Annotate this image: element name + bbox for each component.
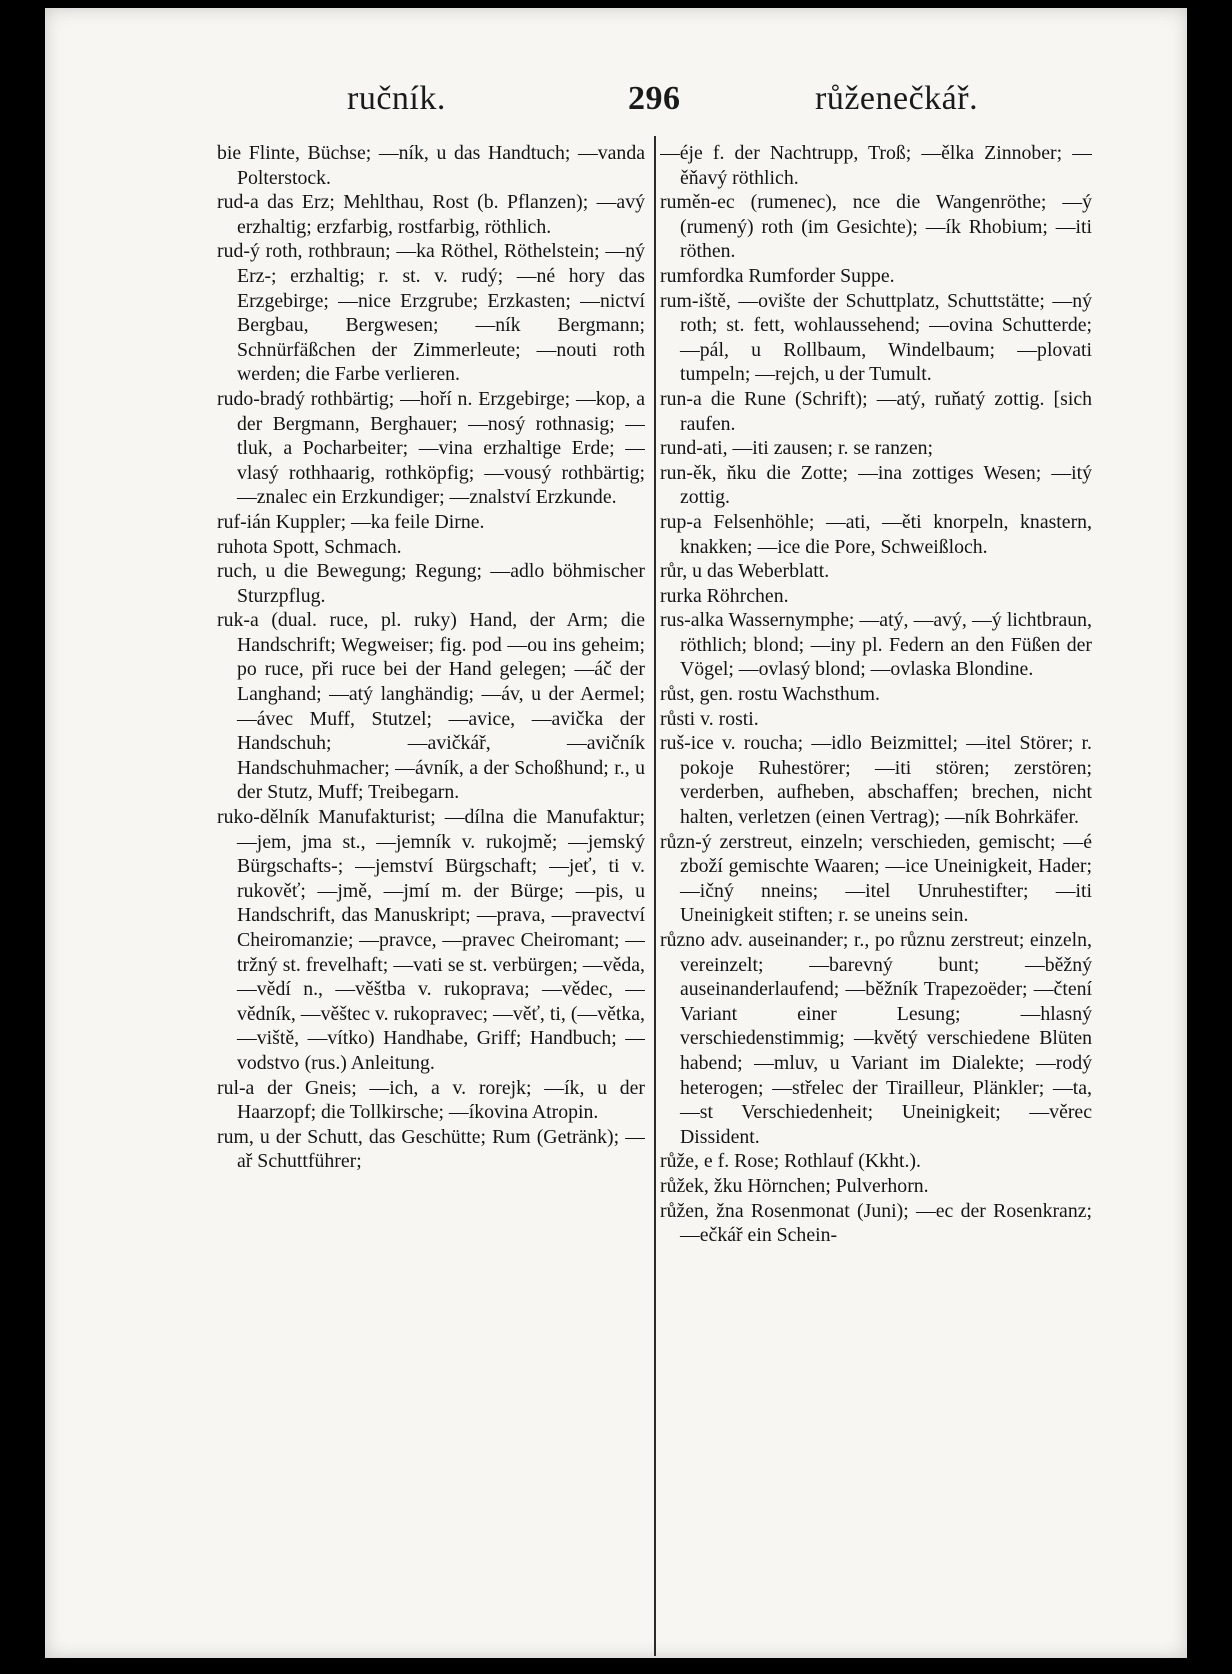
dictionary-entry: ruš-ice v. roucha; —idlo Beizmittel; —itel Störer; r. pokoje Ruhestörer; —iti stören; zerstören; verderben, aufheben, abschaffen; brechen, nicht halten, verletzen (einen Vertrag); —ník Bohrkäfer. — [660, 732, 1092, 829]
dictionary-entry: rul-a der Gneis; —ich, a v. rorejk; —ík, u der Haarzopf; die Tollkirsche; —íkovina Atropin. — [217, 1076, 645, 1124]
dictionary-entry: ruhota Spott, Schmach. — [217, 535, 402, 558]
dictionary-entry: ruko-dělník Manufakturist; —dílna die Manufaktur; —jem, jma st., —jemník v. rukojmě; —jemský Bürgschafts-; —jemství Bürgschaft; —jeť, ti v. rukověť; —jmě, —jmí m. der Bürge; —pis, u Handschrift, das Manuskript; —prava, —pravectví Cheiromanzie; —pravce, —pravec Cheiromant; —tržný st. frevelhaft; —vati se st. verbürgen; —věda, —vědí n., —věštba v. rukoprava; —vědec, —vědník, —věštec v. rukopravec; —věť, ti, (—větka, —viště, —vítko) Handhabe, Griff; Handbuch; —vodstvo (rus.) Anleitung. — [217, 806, 645, 1074]
page-number: 296 — [628, 80, 681, 117]
dictionary-entry: ruměn-ec (rumenec), nce die Wangenröthe; —ý (rumený) roth (im Gesichte); —ík Rhobium; —iti röthen. — [660, 191, 1092, 263]
running-head-left: ručník. — [347, 80, 446, 117]
dictionary-entry: růžek, žku Hörnchen; Pulverhorn. — [660, 1174, 929, 1197]
dictionary-entry: růžen, žna Rosenmonat (Juni); —ec der Rosenkranz; —ečkář ein Schein- — [660, 1199, 1092, 1247]
right-column — [660, 141, 1092, 1659]
left-column — [217, 141, 645, 1659]
dictionary-entry: run-a die Rune (Schrift); —atý, ruňatý zottig. [sich raufen. — [660, 387, 1092, 435]
dictionary-page — [45, 8, 1187, 1658]
dictionary-entry: rud-ý roth, rothbraun; —ka Röthel, Röthelstein; —ný Erz-; erzhaltig; r. st. v. rudý; —né hory das Erzgebirge; —nice Erzgrube; Erzkasten; —nictví Bergbau, Bergwesen; —ník Bergmann; Schnürfäßchen der Zimmerleute; —nouti roth werden; die Farbe verlieren. — [217, 240, 645, 386]
dictionary-entry: rud-a das Erz; Mehlthau, Rost (b. Pflanzen); —avý erzhaltig; erzfarbig, rostfarbig, röthlich. — [217, 191, 645, 238]
dictionary-entry: rus-alka Wassernymphe; —atý, —avý, —ý lichtbraun, röthlich; blond; —iny pl. Federn an den Füßen der Vögel; —ovlasý blond; —ovlaska Blondine. — [660, 609, 1092, 681]
dictionary-entry: —éje f. der Nachtrupp, Troß; —ělka Zinnober; —ěňavý röthlich. — [660, 142, 1092, 189]
column-divider — [654, 136, 656, 1656]
dictionary-entry: ruch, u die Bewegung; Regung; —adlo böhmischer Sturzpflug. — [217, 560, 645, 607]
dictionary-entry: run-ěk, ňku die Zotte; —ina zottiges Wesen; —itý zottig. — [660, 461, 1092, 509]
dictionary-entry: růsti v. rosti. — [660, 707, 759, 730]
dictionary-entry: rum, u der Schutt, das Geschütte; Rum (Getränk); —ař Schuttführer; — [217, 1125, 645, 1173]
dictionary-entry: rudo-bradý rothbärtig; —hoří n. Erzgebirge; —kop, a der Bergmann, Berghauer; —nosý rothnasig; —tluk, a Pocharbeiter; —vina erzhaltige Erde; —vlasý rothhaarig, rothköpfig; —vousý rothbärtig; —znalec ein Erzkundiger; —znalství Erzkunde. — [217, 387, 645, 509]
dictionary-entry: ruf-ián Kuppler; —ka feile Dirne. — [217, 510, 485, 533]
dictionary-entry: růst, gen. rostu Wachsthum. — [660, 683, 881, 706]
running-head-right: růženečkář. — [815, 80, 979, 117]
dictionary-entry: různo adv. auseinander; r., po různu zerstreut; einzeln, vereinzelt; —barevný bunt; —běžný auseinanderlaufend; —běžník Trapezoëder; —čtení Variant einer Lesung; —hlasný verschiedenstimmig; —květý verschiedene Blüten habend; —mluv, u Variant im Dialekte; —rodý heterogen; —střelec der Tirailleur, Plänkler; —ta, —st Verschiedenheit; Uneinigkeit; —věrec Dissident. — [660, 929, 1092, 1148]
dictionary-entry: bie Flinte, Büchse; —ník, u das Handtuch; —vanda Polterstock. — [217, 142, 645, 189]
dictionary-entry: rum-iště, —ovište der Schuttplatz, Schuttstätte; —ný roth; st. fett, wohlaussehend; —ovina Schutterde; —pál, u Rollbaum, Windelbaum; —plovati tumpeln; —rejch, u der Tumult. — [660, 289, 1092, 386]
dictionary-entry: rumfordka Rumforder Suppe. — [660, 264, 895, 287]
dictionary-entry: růže, e f. Rose; Rothlauf (Kkht.). — [660, 1150, 921, 1173]
dictionary-entry: různ-ý zerstreut, einzeln; verschieden, gemischt; —é zboží gemischte Waaren; —ice Uneinigkeit, Hader; —ičný nneins; —itel Unruhestifter; —iti Uneinigkeit stiften; r. se uneins sein. — [660, 830, 1092, 927]
dictionary-entry: rund-ati, —iti zausen; r. se ranzen; — [660, 437, 933, 460]
dictionary-entry: ruk-a (dual. ruce, pl. ruky) Hand, der Arm; die Handschrift; Wegweiser; fig. pod —ou ins geheim; po ruce, při ruce bei der Hand gelegen; —áč der Langhand; —atý langhändig; —áv, u der Aermel; —ávec Muff, Stutzel; —avice, —avička der Handschuh; —avičkář, —avičník Handschuhmacher; —ávník, a der Schoßhund; r., u der Stutz, Muff; Treibegarn. — [217, 609, 645, 804]
dictionary-entry: rup-a Felsenhöhle; —ati, —ěti knorpeln, knastern, knakken; —ice die Pore, Schweißloch. — [660, 510, 1092, 558]
dictionary-entry: rurka Röhrchen. — [660, 584, 789, 607]
dictionary-entry: růr, u das Weberblatt. — [660, 560, 830, 583]
